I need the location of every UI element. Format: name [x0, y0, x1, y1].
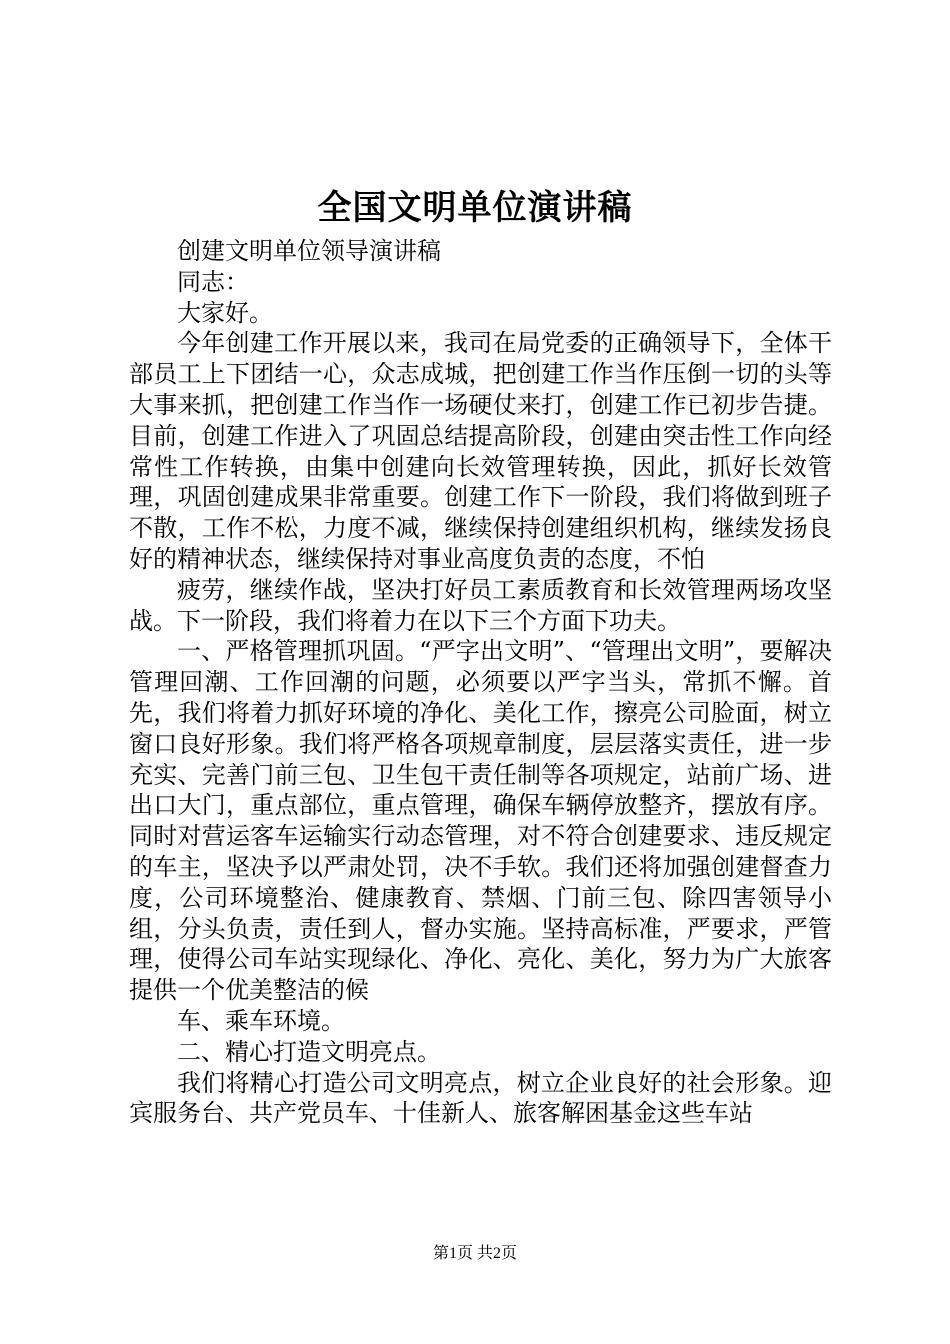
paragraph-intro: 今年创建工作开展以来，我司在局党委的正确领导下，全体干部员工上下团结一心，众志成城，把创建工作当作压倒一切的头等大事来抓，把创建工作当作一场硬仗来打，创建工作已初步告捷。目前，创建工作进入了巩固总结提高阶段，创建由突击性工作向经常性工作转换，由集中创建向长效管理转换，因此，抓好长效管理，巩固创建成果非常重要。创建工作下一阶段，我们将做到班子不散，工作不松，力度不减，继续保持创建组织机构，继续发扬良好的精神状态，继续保持对事业高度负责的态度，不怕 — [129, 329, 832, 573]
paragraph-section-one: 一、严格管理抓巩固。“严字出文明”、“管理出文明”，要解决管理回潮、工作回潮的问题，必须要以严字当头，常抓不懈。首先，我们将着力抓好环境的净化、美化工作，擦亮公司脸面，树立窗口良好形象。我们将严格各项规章制度，层层落实责任，进一步充实、完善门前三包、卫生包干责任制等各项规定，站前广场、进出口大门，重点部位，重点管理，确保车辆停放整齐，摆放有序。同时对营运客车运输实行动态管理，对不符合创建要求、违反规定的车主，坚决予以严肃处罚，决不手软。我们还将加强创建督查力度，公司环境整治、健康教育、禁烟、门前三包、除四害领导小组，分头负责，责任到人，督办实施。坚持高标准，严要求，严管理，使得公司车站实现绿化、净化、亮化、美化，努力为广大旅客提供一个优美整洁的候 — [129, 637, 832, 1005]
paragraph-greeting: 大家好。 — [177, 298, 273, 327]
paragraph-intro-continued: 疲劳，继续作战，坚决打好员工素质教育和长效管理两场攻坚战。下一阶段，我们将着力在以下三个方面下功夫。 — [129, 575, 832, 635]
paragraph-subtitle: 创建文明单位领导演讲稿 — [177, 237, 441, 265]
paragraph-section-two-heading: 二、精心打造文明亮点。 — [177, 1037, 441, 1066]
document-body — [129, 236, 832, 1129]
page-footer: 第1页 共2页 — [432, 1245, 517, 1262]
paragraph-section-two: 我们将精心打造公司文明亮点，树立企业良好的社会形象。迎宾服务台、共产党员车、十佳新人、旅客解困基金这些车站 — [129, 1068, 832, 1128]
paragraph-salutation: 同志： — [177, 267, 249, 296]
paragraph-section-one-continued: 车、乘车环境。 — [177, 1006, 345, 1035]
document-title: 全国文明单位演讲稿 — [317, 188, 633, 228]
